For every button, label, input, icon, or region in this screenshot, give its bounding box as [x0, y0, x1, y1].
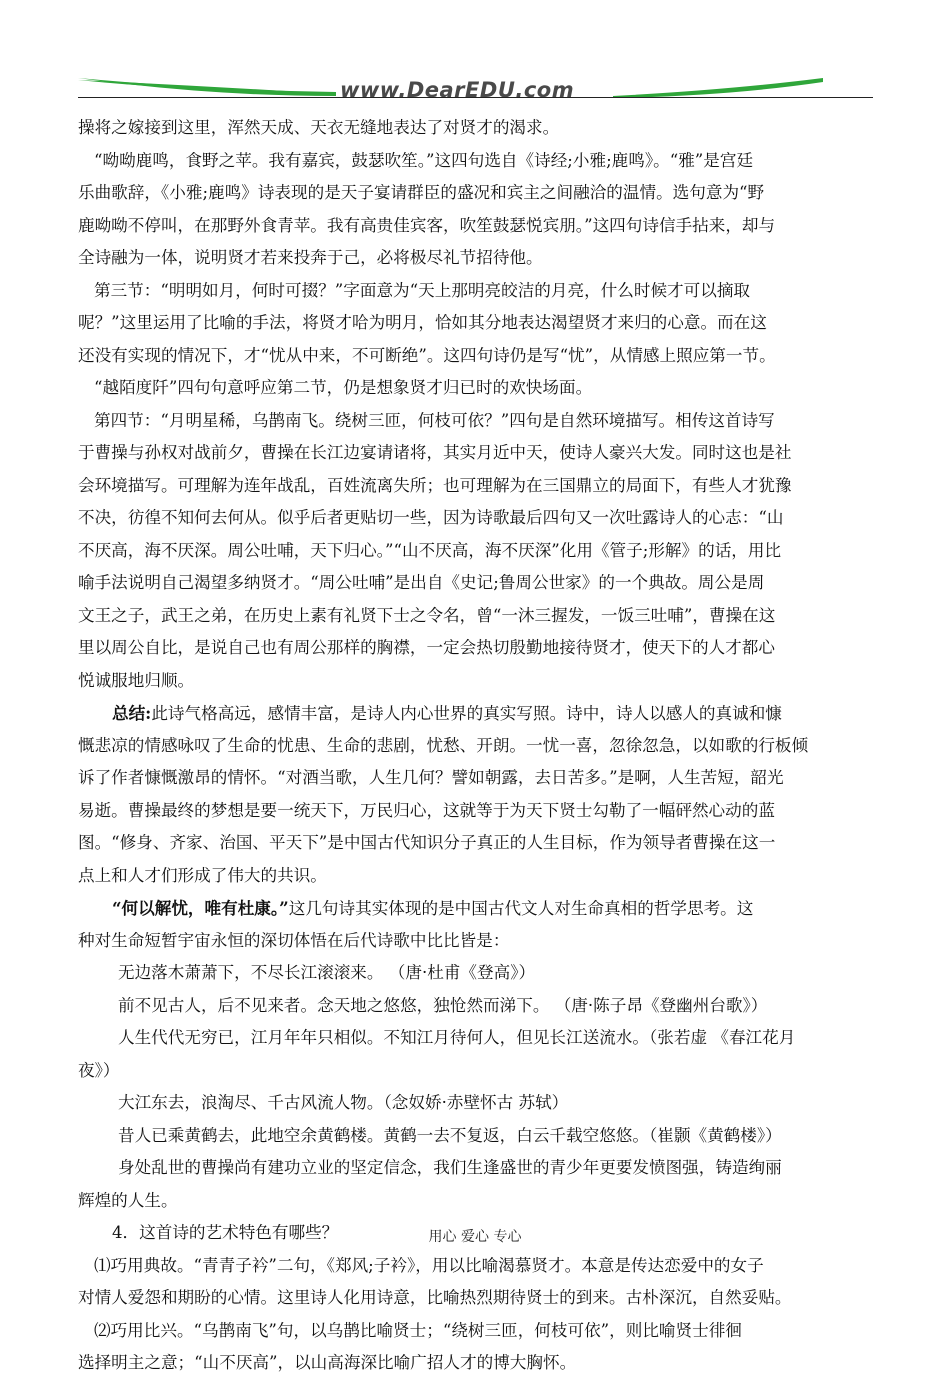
bold-quote: “何以解忧，唯有杜康。” — [112, 898, 289, 918]
text-line: 悦诚服地归顺。 — [78, 670, 195, 690]
text-line: 操将之嫁接到这里，浑然天成、天衣无缝地表达了对贤才的渴求。 — [78, 118, 560, 137]
text-line: 易逝。曹操最终的梦想是要一统天下，万民归心，这就等于为天下贤士勾勒了一幅砰然心动的蓝 — [78, 800, 775, 820]
text-line: 图。“修身、齐家、治国、平天下”是中国古代知识分子真正的人生目标，作为领导者曹操在这一 — [78, 833, 776, 852]
question-heading: 4．这首诗的艺术特色有哪些？ — [112, 1223, 339, 1242]
quote-text: 这几句诗其实体现的是中国古代文人对生命真相的哲学思考。这 — [288, 899, 754, 918]
text-line: 还没有实现的情况下，才“忧从中来，不可断绝”。这四句诗仍是写“忧”，从情感上照应第一节。 — [78, 345, 776, 365]
text-line: 里以周公自比，是说自己也有周公那样的胸襟，一定会热切殷勤地接待贤才，使天下的人才都心 — [78, 638, 775, 657]
text-line: 呢？”这里运用了比喻的手法，将贤才哈为明月，恰如其分地表达渴望贤才来归的心意。而在这 — [78, 313, 767, 332]
swoosh-right — [613, 78, 823, 98]
text-line: 于曹操与孙权对战前夕，曹操在长江边宴请诸将，其实月近中天，使诗人豪兴大发。同时这也是社 — [78, 443, 792, 462]
text-line: 慨悲凉的情感咏叹了生命的忧患、生命的悲剧，忧愁、开朗。一忧一喜，忽徐忽急，以如歌的行板倾 — [78, 735, 809, 755]
text-line: “呦呦鹿鸣，食野之苹。我有嘉宾，鼓瑟吹笙。”这四句选自《诗经;小雅;鹿鸣》。“雅”是宫廷 — [94, 150, 754, 170]
text-line: 会环境描写。可理解为连年战乱，百姓流离失所；也可理解为在三国鼎立的局面下，有些人才犹豫 — [78, 475, 792, 495]
text-line: 点上和人才们形成了伟大的共识。 — [78, 865, 327, 885]
text-line: 选择明主之意；“山不厌高”，以山高海深比喻广招人才的博大胸怀。 — [78, 1353, 577, 1372]
text-line: 对情人爱怨和期盼的心情。这里诗人化用诗意，比喻热烈期待贤士的到来。古朴深沉，自然妥贴。 — [78, 1288, 792, 1307]
text-line: 不厌高，海不厌深。周公吐哺，天下归心。”“山不厌高，海不厌深”化用《管子;形解》的话，用比 — [78, 540, 782, 560]
summary-label: 总结: — [112, 703, 152, 723]
site-header — [78, 72, 873, 112]
text-line: 喻手法说明自己渴望多纳贤才。“周公吐哺”是出自《史记;鲁周公世家》的一个典故。周公是周 — [78, 573, 765, 592]
text-line: 全诗融为一体，说明贤才若来投奔于己，必将极尽礼节招待他。 — [78, 248, 543, 267]
text-line: 文王之子，武王之弟，在历史上素有礼贤下士之令名，曾“一沐三握发，一饭三吐哺”，曹操在这 — [78, 605, 776, 625]
text-line: 第三节：“明明如月，何时可掇？”字面意为“天上那明亮皎洁的月亮，什么时候才可以摘取 — [94, 280, 751, 300]
text-line: 第四节：“月明星稀，乌鹊南飞。绕树三匝，何枝可依？”四句是自然环境描写。相传这首诗写 — [94, 410, 775, 430]
summary-text: 此诗气格高远，感情丰富，是诗人内心世界的真实写照。诗中，诗人以感人的真诚和慷 — [151, 704, 782, 723]
text-line: 鹿呦呦不停叫，在那野外食青苹。我有高贵佳宾客，吹笙鼓瑟悦宾朋。”这四句诗信手拈来，却与 — [78, 215, 776, 235]
quote-line — [78, 892, 878, 925]
page-footer: 用心 爱心 专心 — [428, 1229, 522, 1245]
text-line: “越陌度阡”四句句意呼应第二节，仍是想象贤才归已时的欢快场面。 — [94, 378, 593, 397]
logo-text[interactable]: www.DearEDU.com — [340, 78, 575, 102]
poem-line: 夜》） — [78, 1060, 120, 1080]
poem-line: 昔人已乘黄鹤去，此地空余黄鹤楼。黄鹤一去不复返，白云千载空悠悠。（崔颢《黄鹤楼》） — [118, 1125, 782, 1145]
document-body — [78, 112, 878, 1380]
text-line: ⑵巧用比兴。“乌鹊南飞”句，以乌鹊比喻贤士；“绕树三匝，何枝可依”，则比喻贤士徘徊 — [94, 1320, 742, 1340]
summary-line — [78, 697, 878, 730]
text-line: 种对生命短暂宇宙永恒的深切体悟在后代诗歌中比比皆是： — [78, 930, 510, 950]
text-line: 身处乱世的曹操尚有建功立业的坚定信念，我们生逢盛世的青少年更要发愤图强，铸造绚丽 — [118, 1158, 782, 1177]
poem-line: 大江东去，浪淘尽、千古风流人物。（念奴娇·赤壁怀古 苏轼） — [118, 1093, 569, 1112]
poem-line: 无边落木萧萧下，不尽长江滚滚来。 （唐·杜甫《登高》） — [118, 963, 536, 982]
text-line: 不决，彷徨不知何去何从。似乎后者更贴切一些，因为诗歌最后四句又一次吐露诗人的心志：“山 — [78, 508, 784, 527]
text-line: 乐曲歌辞，《小雅;鹿鸣》诗表现的是天子宴请群臣的盛况和宾主之间融洽的温情。选句意为“野 — [78, 183, 765, 202]
header-rule — [78, 97, 873, 98]
poem-line: 人生代代无穷已，江月年年只相似。不知江月待何人，但见长江送流水。（张若虚 《春江花月 — [118, 1028, 796, 1047]
poem-line: 前不见古人，后不见来者。念天地之悠悠，独怆然而涕下。 （唐·陈子昂《登幽州台歌》） — [118, 995, 768, 1015]
text-line: ⑴巧用典故。“青青子衿”二句，《郑风;子衿》，用以比喻渴慕贤才。本意是传达恋爱中的女子 — [94, 1255, 764, 1275]
text-line: 诉了作者慷慨激昂的情怀。“对酒当歌，人生几何？譬如朝露，去日苦多。”是啊，人生苦短，韶光 — [78, 768, 784, 787]
text-line: 辉煌的人生。 — [78, 1190, 178, 1210]
